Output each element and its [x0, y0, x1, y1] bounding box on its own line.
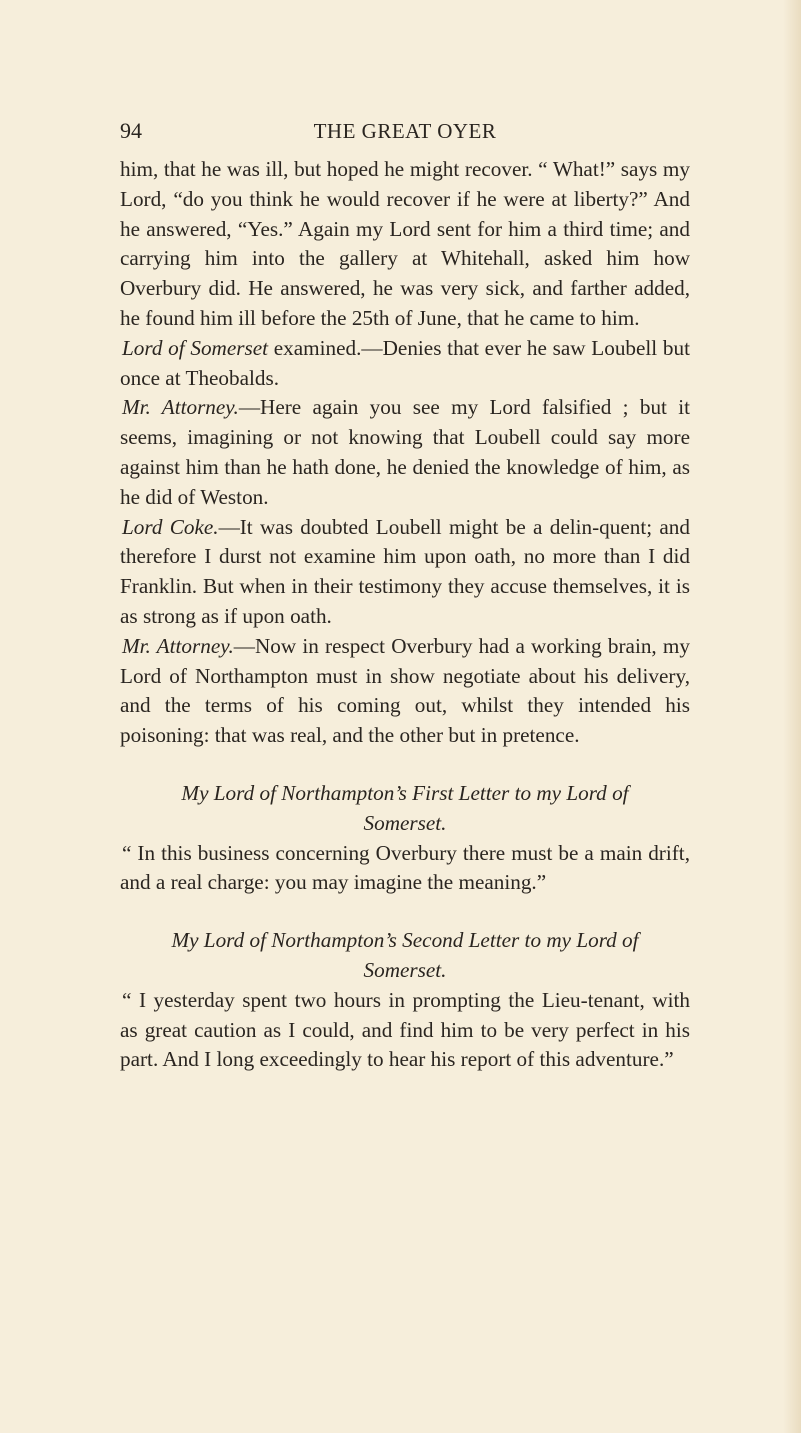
paragraph-2: [120, 334, 690, 394]
letter-1-heading: My Lord of Northampton’s First Letter to my Lord of Somerset.: [181, 780, 629, 835]
paragraph-4: [120, 513, 690, 632]
page-header: [120, 118, 690, 144]
paragraph-text: —Here again you see my Lord falsified ; but it seems, imagining or not knowing that Loubell could say more against him than he hath done, he denied the knowledge of him, as he did of Weston.: [120, 395, 690, 509]
letter-1-text: “ In this business concerning Overbury there must be a main drift, and a real charge: you may imagine the meaning.”: [120, 840, 690, 895]
paragraph-3: [120, 393, 690, 512]
speaker-name: Lord of Somerset: [122, 335, 269, 360]
letter-2-text: “ I yesterday spent two hours in prompting the Lieu-tenant, with as great caution as I could, and find him to be very perfect in his part. And I long exceedingly to hear his report of this adventure.”: [120, 987, 690, 1072]
speaker-name: Lord Coke.: [122, 514, 219, 539]
paragraph-1: him, that he was ill, but hoped he might recover. “ What!” says my Lord, “do you think he would recover if he were at liberty?” And he answered, “Yes.” Again my Lord sent for him a third time; and carrying him into the gallery at Whitehall, asked him how Overbury did. He answered, he was very sick, and farther added, he found him ill before the 25th of June, that he came to him.: [120, 157, 690, 330]
paragraph-5: [120, 632, 690, 751]
page-body: [120, 155, 690, 1075]
page-number: 94: [120, 118, 142, 143]
paragraph-text: —It was doubted Loubell might be a delin-quent; and therefore I durst not examine him upon oath, no more than I did Franklin. But when in their testimony they accuse themselves, it is as strong as if upon oath.: [120, 514, 690, 628]
speaker-name: Mr. Attorney.: [122, 633, 234, 658]
paragraph-text: —Now in respect Overbury had a working brain, my Lord of Northampton must in show negotiate about his delivery, and the terms of his coming out, whilst they intended his poisoning: that was real, and the other but in pretence.: [120, 633, 690, 748]
page-edge-shadow: [783, 0, 801, 1433]
speaker-name: Mr. Attorney.: [122, 395, 239, 420]
letter-2-heading: My Lord of Northampton’s Second Letter to my Lord of Somerset.: [171, 928, 639, 982]
paragraph-text: examined.—Denies that ever he saw Loubell but once at Theobalds.: [120, 335, 690, 390]
running-title: THE GREAT OYER: [313, 119, 497, 143]
